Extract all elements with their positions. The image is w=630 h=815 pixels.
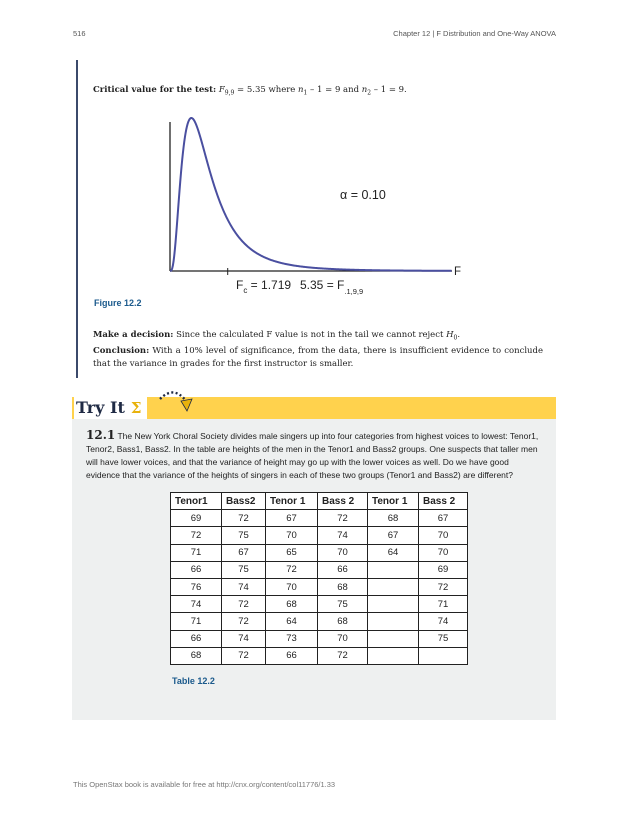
table-cell: 69 — [419, 561, 468, 578]
table-row — [171, 510, 468, 527]
table-cell: 74 — [419, 613, 468, 630]
table-header-row — [171, 493, 468, 510]
table-cell: 68 — [266, 596, 318, 613]
table-cell: 67 — [266, 510, 318, 527]
problem-text: The New York Choral Society divides male singers up into four categories from highest voices to lowest: Tenor1, Tenor2, Bass1, Bass2. In the table are heights of the men in the Tenor1 and Bass2 groups. One suspects that taller men will have lower voices, and that the variance of height may go up with the lower voices as well. Do we have good evidence that the variance of the heights of singers in each of these two groups (Tenor1 and Bass2) are different? — [86, 431, 539, 480]
conclusion-text: With a 10% level of significance, from the data, there is insufficient evidence to conclude that the variance in grades for the first instructor is smaller. — [93, 346, 543, 369]
table-cell: 71 — [419, 596, 468, 613]
table-cell: 72 — [318, 647, 368, 664]
table-cell: 76 — [171, 578, 222, 595]
header-cell: Bass 2 — [419, 493, 468, 510]
table-row — [171, 527, 468, 544]
table-cell: 70 — [419, 544, 468, 561]
try-it-text: Try It — [76, 398, 125, 417]
decision-paragraph — [93, 329, 543, 345]
critical-value-label: Critical value for the test: — [93, 85, 217, 95]
table-row — [171, 596, 468, 613]
table-cell: 73 — [266, 630, 318, 647]
f-density-curve — [170, 118, 451, 271]
critical-text-1: = 5.35 where — [234, 85, 299, 95]
table-cell: 72 — [318, 510, 368, 527]
heights-table — [170, 492, 468, 665]
table-cell — [368, 561, 419, 578]
chapter-title: Chapter 12 | F Distribution and One-Way ANOVA — [393, 29, 556, 38]
header-cell: Tenor1 — [171, 493, 222, 510]
header-cell: Tenor 1 — [368, 493, 419, 510]
table-cell: 74 — [222, 578, 266, 595]
table-cell: 67 — [419, 510, 468, 527]
table-cell: 72 — [222, 613, 266, 630]
table-cell: 66 — [266, 647, 318, 664]
table-cell: 70 — [318, 630, 368, 647]
n1-subscript: 1 — [303, 89, 308, 97]
footer-note: This OpenStax book is available for free at http://cnx.org/content/col11776/1.33 — [73, 780, 336, 789]
table-cell: 72 — [266, 561, 318, 578]
try-it-problem — [86, 429, 544, 482]
critical-text-2: – 1 = 9 and — [307, 85, 362, 95]
table-cell — [368, 613, 419, 630]
table-cell: 70 — [266, 578, 318, 595]
alpha-label: α = 0.10 — [340, 188, 386, 202]
table-cell: 64 — [266, 613, 318, 630]
table-cell: 71 — [171, 544, 222, 561]
table-row — [171, 613, 468, 630]
table-cell: 72 — [222, 596, 266, 613]
table-row — [171, 578, 468, 595]
table-cell: 68 — [318, 613, 368, 630]
n2-subscript: 2 — [367, 89, 372, 97]
table-cell: 66 — [318, 561, 368, 578]
table-row — [171, 630, 468, 647]
table-cell: 70 — [318, 544, 368, 561]
figure-label: Figure 12.2 — [94, 298, 142, 308]
table-cell: 66 — [171, 630, 222, 647]
table-cell: 74 — [318, 527, 368, 544]
table-cell: 68 — [368, 510, 419, 527]
table-cell — [368, 596, 419, 613]
shaded-tail-area — [315, 100, 455, 272]
table-cell: 74 — [222, 630, 266, 647]
fc-label — [236, 278, 291, 295]
table-cell: 75 — [222, 527, 266, 544]
page-number: 516 — [73, 29, 86, 38]
table-cell — [368, 578, 419, 595]
header-cell: Tenor 1 — [266, 493, 318, 510]
table-cell: 75 — [419, 630, 468, 647]
critical-subscript: .1,9,9 — [344, 287, 364, 296]
sigma-icon: Σ — [130, 399, 142, 417]
table-cell: 65 — [266, 544, 318, 561]
table-cell: 72 — [222, 647, 266, 664]
table-cell: 75 — [318, 596, 368, 613]
decision-text: Since the calculated F value is not in the tail we cannot reject — [173, 330, 447, 340]
table-cell: 74 — [171, 596, 222, 613]
f-subscript: 9,9 — [224, 89, 235, 97]
table-cell: 72 — [222, 510, 266, 527]
header-cell: Bass 2 — [318, 493, 368, 510]
critical-label — [300, 278, 363, 296]
fc-letter: F — [236, 278, 244, 292]
table-cell: 75 — [222, 561, 266, 578]
header-cell: Bass2 — [222, 493, 266, 510]
table-cell: 71 — [171, 613, 222, 630]
table-cell: 72 — [171, 527, 222, 544]
table-label: Table 12.2 — [172, 676, 215, 686]
problem-number: 12.1 — [86, 428, 116, 442]
table-cell: 68 — [171, 647, 222, 664]
h0-subscript: 0 — [453, 334, 458, 342]
critical-text-3: – 1 = 9. — [371, 85, 407, 95]
decision-label: Make a decision: — [93, 330, 174, 340]
try-it-title — [74, 397, 147, 419]
table-cell — [419, 647, 468, 664]
table-cell: 70 — [419, 527, 468, 544]
table-cell: 70 — [266, 527, 318, 544]
f-symbol: F — [218, 85, 225, 95]
table-cell: 67 — [368, 527, 419, 544]
table-row — [171, 544, 468, 561]
table-cell — [368, 630, 419, 647]
f-axis-label: F — [454, 266, 462, 278]
table-cell — [368, 647, 419, 664]
table-row — [171, 561, 468, 578]
table-cell: 66 — [171, 561, 222, 578]
table-cell: 72 — [419, 578, 468, 595]
fc-value: = 1.719 — [247, 278, 292, 292]
fc-subscript: c — [243, 286, 248, 295]
table-cell: 68 — [318, 578, 368, 595]
conclusion-label: Conclusion: — [93, 346, 150, 356]
n1-symbol: n — [298, 85, 304, 95]
table-cell: 69 — [171, 510, 222, 527]
dotted-arrow-icon — [156, 387, 196, 415]
table-row — [171, 647, 468, 664]
n2-symbol: n — [361, 85, 368, 95]
table-cell: 67 — [222, 544, 266, 561]
conclusion-paragraph — [93, 345, 543, 370]
table-cell: 64 — [368, 544, 419, 561]
h0-symbol: H — [446, 330, 454, 340]
decision-end: . — [457, 330, 461, 340]
critical-main: 5.35 = F — [300, 278, 345, 292]
